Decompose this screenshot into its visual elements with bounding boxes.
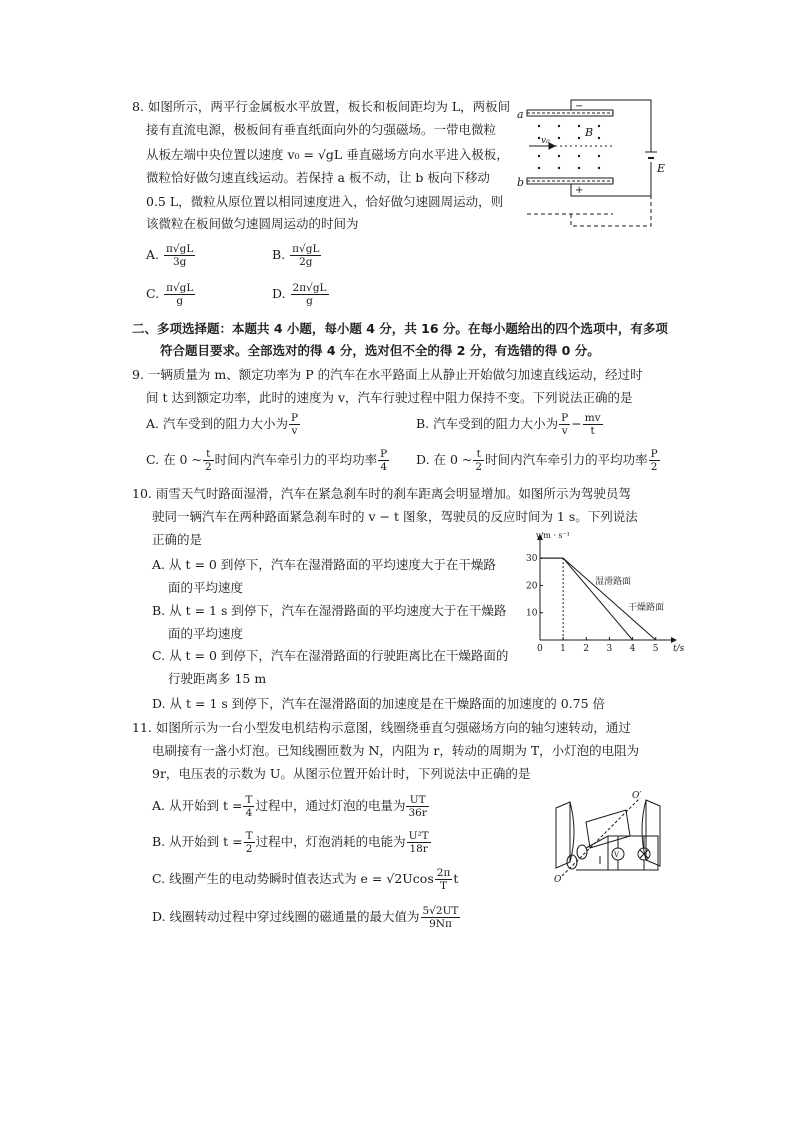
denominator: T xyxy=(440,880,448,892)
x-tick-label: 0 xyxy=(537,644,543,654)
q8-option-c[interactable] xyxy=(146,282,196,307)
numerator: π√gL xyxy=(166,243,194,255)
denominator: 9Nπ xyxy=(429,918,452,930)
numerator: P xyxy=(290,412,299,424)
fraction xyxy=(407,830,431,855)
denominator: v xyxy=(291,425,298,437)
q9-option-b[interactable] xyxy=(416,412,604,437)
chart-labels xyxy=(526,531,685,654)
fraction xyxy=(473,448,484,473)
q8-line: 0.5 L，微粒从原位置以相同速度进入，恰好做匀速圆周运动，则 xyxy=(146,194,504,209)
denominator: 2 xyxy=(245,843,253,855)
series-line xyxy=(540,558,633,640)
minus-sign: − xyxy=(571,416,582,431)
denominator: 2 xyxy=(204,461,212,473)
fraction xyxy=(164,282,195,307)
q11-line: 9r，电压表的示数为 U。从图示位置开始计时，下列说法中正确的是 xyxy=(152,766,531,781)
numerator: mv xyxy=(584,412,601,424)
q11-option-b[interactable] xyxy=(152,830,432,855)
label-b: b xyxy=(517,176,525,189)
option-text: D. 线圈转动过程中穿过线圈的磁通量的最大值为 xyxy=(152,909,420,924)
fraction xyxy=(164,243,195,268)
fraction xyxy=(559,412,570,437)
denominator: 3g xyxy=(172,256,187,268)
option-text: B. 汽车受到的阻力大小为 xyxy=(416,416,559,431)
x-axis-label: t/s xyxy=(673,644,685,654)
option-text: C. 在 0 ~ xyxy=(146,452,202,467)
option-label: A. xyxy=(146,247,160,262)
option-text: t xyxy=(453,871,459,886)
y-tick-label: 10 xyxy=(526,608,538,619)
denominator: 36r xyxy=(408,807,427,819)
q10-option-b-cont: 面的平均速度 xyxy=(168,626,244,641)
vt-chart xyxy=(512,531,685,668)
numerator: UT xyxy=(406,794,428,807)
q9-line: 间 t 达到额定功率，此时的速度为 v，汽车行驶过程中阻力保持不变。下列说法正确的是 xyxy=(146,390,633,405)
option-label: D. xyxy=(272,286,286,301)
option-text: 过程中，通过灯泡的电量为 xyxy=(255,798,406,813)
q10-option-c-cont: 行驶距离多 15 m xyxy=(168,671,267,686)
y-tick-label: 30 xyxy=(526,554,538,565)
numerator: P xyxy=(561,412,569,424)
section2-heading-cont: 符合题目要求。全部选对的得 4 分，选对但不全的得 2 分，有选错的得 0 分。 xyxy=(160,343,600,358)
q8-line: 从板左端中央位置以速度 v₀ = √gL 垂直磁场方向水平进入极板， xyxy=(146,147,509,162)
numerator: P xyxy=(650,448,658,460)
label-plus: + xyxy=(575,185,584,196)
voltmeter-label: V xyxy=(614,851,620,859)
series-label: 湿滑路面 xyxy=(595,577,632,587)
q11-line: 11. 如图所示为一台小型发电机结构示意图，线圈绕垂直匀强磁场方向的轴匀速转动，通过 xyxy=(132,720,631,735)
chart-axes xyxy=(537,534,677,643)
series-label: 干燥路面 xyxy=(628,603,665,613)
q8-option-d[interactable] xyxy=(272,282,330,307)
q8-option-b[interactable] xyxy=(272,243,322,268)
denominator: 18r xyxy=(409,843,428,855)
q10-option-c[interactable]: C. 从 t = 0 到停下，汽车在湿滑路面的行驶距离比在干燥路面的 xyxy=(152,648,509,663)
x-tick-label: 4 xyxy=(629,644,636,654)
y-tick-label: 20 xyxy=(526,581,538,592)
q8-line: 该微粒在板间做匀速圆周运动的时间为 xyxy=(146,216,359,231)
section2-heading: 二、多项选择题：本题共 4 小题，每小题 4 分，共 16 分。在每小题给出的四个选项中，有多项 xyxy=(132,321,668,336)
numerator: P xyxy=(380,448,388,460)
q9-option-a[interactable] xyxy=(146,412,301,437)
q11-generator-figure xyxy=(548,791,668,885)
fraction xyxy=(289,412,300,437)
axis-label-o-prime: O′ xyxy=(632,791,642,801)
option-text: A. 从开始到 t = xyxy=(152,798,243,813)
numerator: 5√2UT xyxy=(422,905,459,917)
fraction xyxy=(290,243,321,268)
fraction xyxy=(435,867,453,892)
denominator: g xyxy=(306,295,313,307)
option-label: B. xyxy=(272,247,286,262)
q8-line: 微粒恰好做匀速直线运动。若保持 a 板不动，让 b 板向下移动 xyxy=(146,170,490,185)
numerator: T xyxy=(245,794,253,806)
option-text: A. 汽车受到的阻力大小为 xyxy=(146,416,288,431)
q9-option-d[interactable] xyxy=(416,448,661,473)
q8-option-a[interactable] xyxy=(146,243,196,268)
fraction xyxy=(406,794,428,819)
numerator: t xyxy=(473,448,484,461)
q11-line: 电刷接有一盏小灯泡。已知线圈匝数为 N，内阻为 r，转动的周期为 T，小灯泡的电阻为 xyxy=(152,743,640,758)
numerator: π√gL xyxy=(292,243,320,255)
option-text: D. 在 0 ~ xyxy=(416,452,473,467)
fraction xyxy=(378,448,389,473)
numerator: T xyxy=(245,830,253,842)
x-tick-label: 3 xyxy=(606,644,613,654)
numerator: t xyxy=(203,448,214,461)
numerator: π√gL xyxy=(166,282,194,294)
q10-line: 驶同一辆汽车在两种路面紧急刹车时的 v − t 图象，驾驶员的反应时间为 1 s。下列说法 xyxy=(152,509,638,524)
q11-option-c[interactable] xyxy=(152,867,458,892)
fraction xyxy=(583,412,603,437)
denominator: 4 xyxy=(380,461,388,473)
q8-line: 8. 如图所示，两平行金属板水平放置，板长和板间距均为 L，两板间 xyxy=(132,99,511,114)
denominator: 2 xyxy=(650,461,658,473)
denominator: 2g xyxy=(299,256,313,268)
x-tick-label: 1 xyxy=(560,644,566,654)
label-e: E xyxy=(657,162,666,175)
option-text: C. 线圈产生的电动势瞬时值表达式为 e = √2Ucos xyxy=(152,871,434,886)
fraction xyxy=(649,448,660,473)
x-axis-arrow xyxy=(671,637,677,643)
q10-line: 正确的是 xyxy=(152,532,203,547)
q10-option-a[interactable]: A. 从 t = 0 到停下，汽车在湿滑路面的平均速度大于在干燥路 xyxy=(152,557,496,572)
fraction xyxy=(203,448,214,473)
option-text: 时间内汽车牵引力的平均功率 xyxy=(214,452,378,467)
q8-figure xyxy=(515,96,675,236)
q8-line: 接有直流电源，极板间有垂直纸面向外的匀强磁场。一带电微粒 xyxy=(146,122,497,137)
option-text: 过程中，灯泡消耗的电能为 xyxy=(255,834,406,849)
numerator: 2π√gL xyxy=(292,282,327,294)
fraction xyxy=(421,905,461,930)
q10-option-b[interactable]: B. 从 t = 1 s 到停下，汽车在湿滑路面的平均速度大于在干燥路 xyxy=(152,603,507,618)
fraction xyxy=(244,830,255,855)
label-v0: v₀ xyxy=(541,136,550,146)
denominator: v xyxy=(561,425,568,437)
option-label: C. xyxy=(146,286,160,301)
q9-line: 9. 一辆质量为 m、额定功率为 P 的汽车在水平路面上从静止开始做匀加速直线运动，经过时 xyxy=(132,367,643,382)
q10-option-a-cont: 面的平均速度 xyxy=(168,580,244,595)
fraction xyxy=(243,794,254,819)
q11-option-d[interactable] xyxy=(152,905,461,930)
x-tick-label: 2 xyxy=(583,644,590,654)
y-axis-label: v/m · s⁻¹ xyxy=(536,531,570,540)
x-tick-label: 5 xyxy=(652,644,659,654)
numerator: U²T xyxy=(408,830,429,842)
numerator: 2π xyxy=(436,867,451,879)
axis-label-o: O xyxy=(554,875,562,885)
q10-line: 10. 雨雪天气时路面湿滑，汽车在紧急刹车时的刹车距离会明显增加。如图所示为驾驶员驾 xyxy=(132,486,631,501)
q11-option-a[interactable] xyxy=(152,794,430,819)
chart-series xyxy=(540,558,656,640)
denominator: g xyxy=(176,295,184,307)
denominator: 4 xyxy=(245,807,253,819)
label-field-b: B xyxy=(585,126,594,139)
denominator: t xyxy=(590,425,595,437)
fraction xyxy=(291,282,329,307)
option-text: B. 从开始到 t = xyxy=(152,834,243,849)
label-minus: − xyxy=(575,101,584,112)
q9-option-c[interactable] xyxy=(146,448,390,473)
label-a: a xyxy=(517,108,524,121)
q10-option-d[interactable]: D. 从 t = 1 s 到停下，汽车在湿滑路面的加速度是在干燥路面的加速度的 0.75 倍 xyxy=(152,696,606,711)
option-text: 时间内汽车牵引力的平均功率 xyxy=(485,452,648,467)
denominator: 2 xyxy=(475,461,483,473)
